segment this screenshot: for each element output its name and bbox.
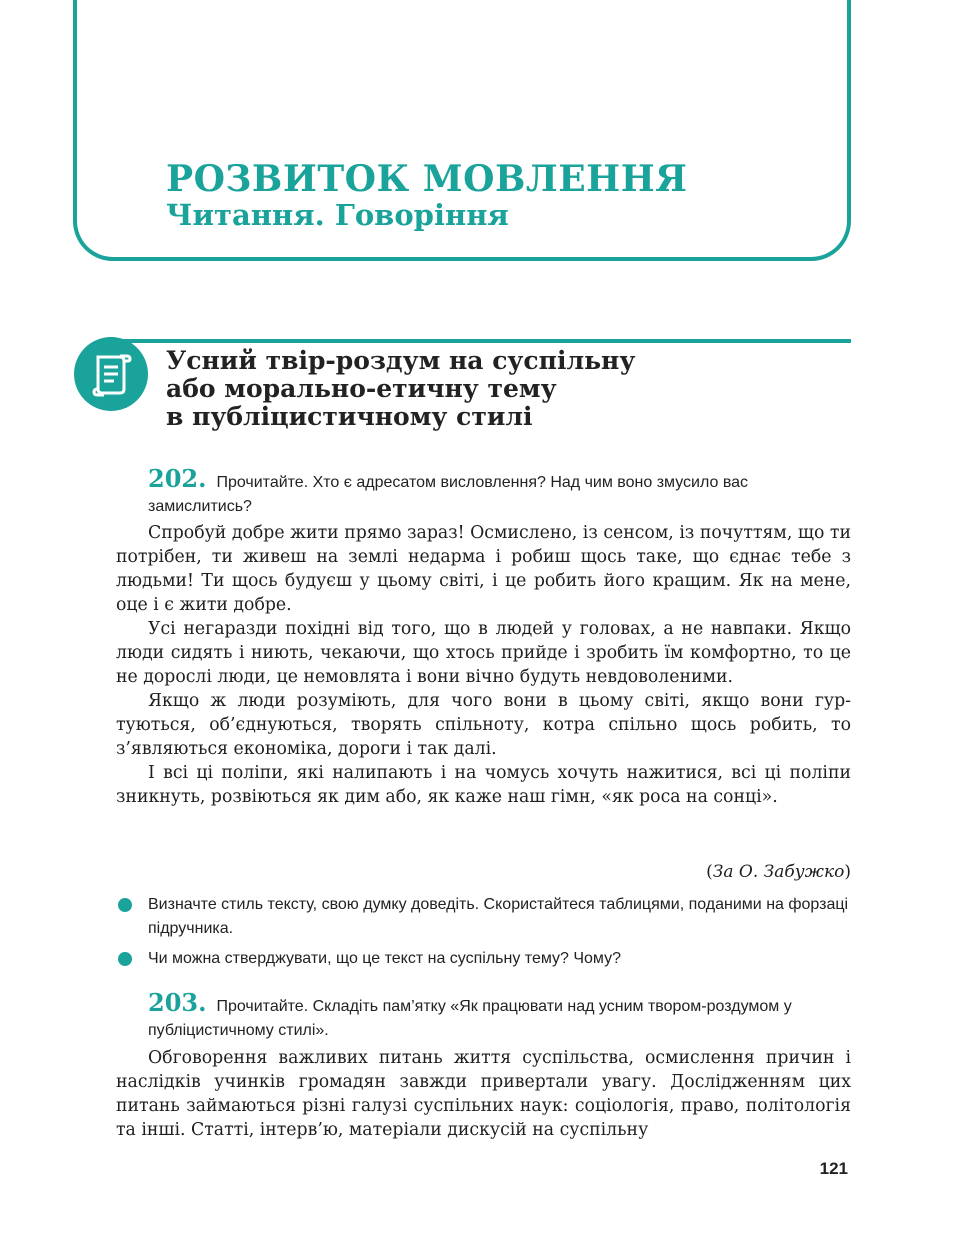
scroll-document-icon	[74, 337, 148, 411]
source-bracket-open: (	[706, 862, 713, 882]
exercise-202-instruction	[148, 464, 851, 519]
text-paragraph: Спробуй добре жити прямо зараз! Осмислено, із сенсом, із почуттям, що ти потрібен, ти живеш на землі недарма і робиш щось таке, що єднає тебе з людьми! Ти щось будуєш у цьому світі, і це робить його кращим. Як на мене, оце і є жити добре.	[116, 523, 851, 615]
exercise-instruction: Прочитайте. Хто є адресатом висловлення? Над чим воно змусило вас замислитись?	[148, 474, 749, 515]
exercise-202-text	[116, 521, 851, 809]
topic-divider	[118, 339, 851, 343]
text-paragraph: Усі негаразди похідні від того, що в людей у головах, а не навпаки. Якщо люди сидять і ниють, чекаючи, що хтось прийде і зробить їм комфортно, то це не дорослі люди, це немовлята і вони вічно будуть невдоволеними.	[116, 619, 851, 687]
text-paragraph: І всі ці поліпи, які налипають і на чомусь хочуть нажитися, всі ці поліпи зникнуть, розвіються як дим або, як каже наш гімн, «як роса на сонці».	[116, 763, 851, 807]
exercise-203-text	[116, 1046, 851, 1142]
topic-heading	[166, 347, 846, 431]
section-subtitle: Читання. Говоріння	[166, 198, 509, 232]
text-source	[706, 862, 851, 882]
source-bracket-close: )	[844, 862, 851, 882]
bullet-icon	[118, 952, 132, 966]
source-author: За О. Забужко	[712, 862, 845, 882]
topic-heading-line: або морально-етичну тему	[166, 374, 557, 403]
exercise-203-instruction	[148, 988, 851, 1043]
page-number: 121	[819, 1159, 848, 1178]
task-item: Визначте стиль тексту, свою думку доведіть. Скористайтеся таблицями, поданими на форзаці підручника.	[148, 896, 849, 937]
topic-heading-line: Усний твір-роздум на суспільну	[166, 346, 636, 375]
task-item: Чи можна стверджувати, що це текст на суспільну тему? Чому?	[148, 950, 622, 967]
text-paragraph: Якщо ж люди розуміють, для чого вони в цьому світі, якщо вони гуртуються, об’єднуються, творять спільноту, котра спільно щось робить, то з’являються економіка, дороги і так далі.	[116, 691, 851, 759]
exercise-number: 203.	[148, 988, 207, 1017]
bullet-icon	[118, 898, 132, 912]
topic-heading-line: в публіцистичному стилі	[166, 402, 533, 431]
section-title: РОЗВИТОК МОВЛЕННЯ	[166, 158, 688, 200]
text-paragraph: Обговорення важливих питань життя суспільства, осмислення причин і наслідків учинків громадян завжди привертали увагу. Дослідженням цих питань займаються різні галузі суспільних наук: соціологія, право, політологія та інші. Статті, інтерв’ю, матеріали дискусій на суспільну	[116, 1048, 851, 1140]
exercise-instruction: Прочитайте. Складіть пам’ятку «Як працювати над усним твором-роздумом у публіцистичному стилі».	[148, 998, 792, 1039]
exercise-number: 202.	[148, 464, 207, 493]
